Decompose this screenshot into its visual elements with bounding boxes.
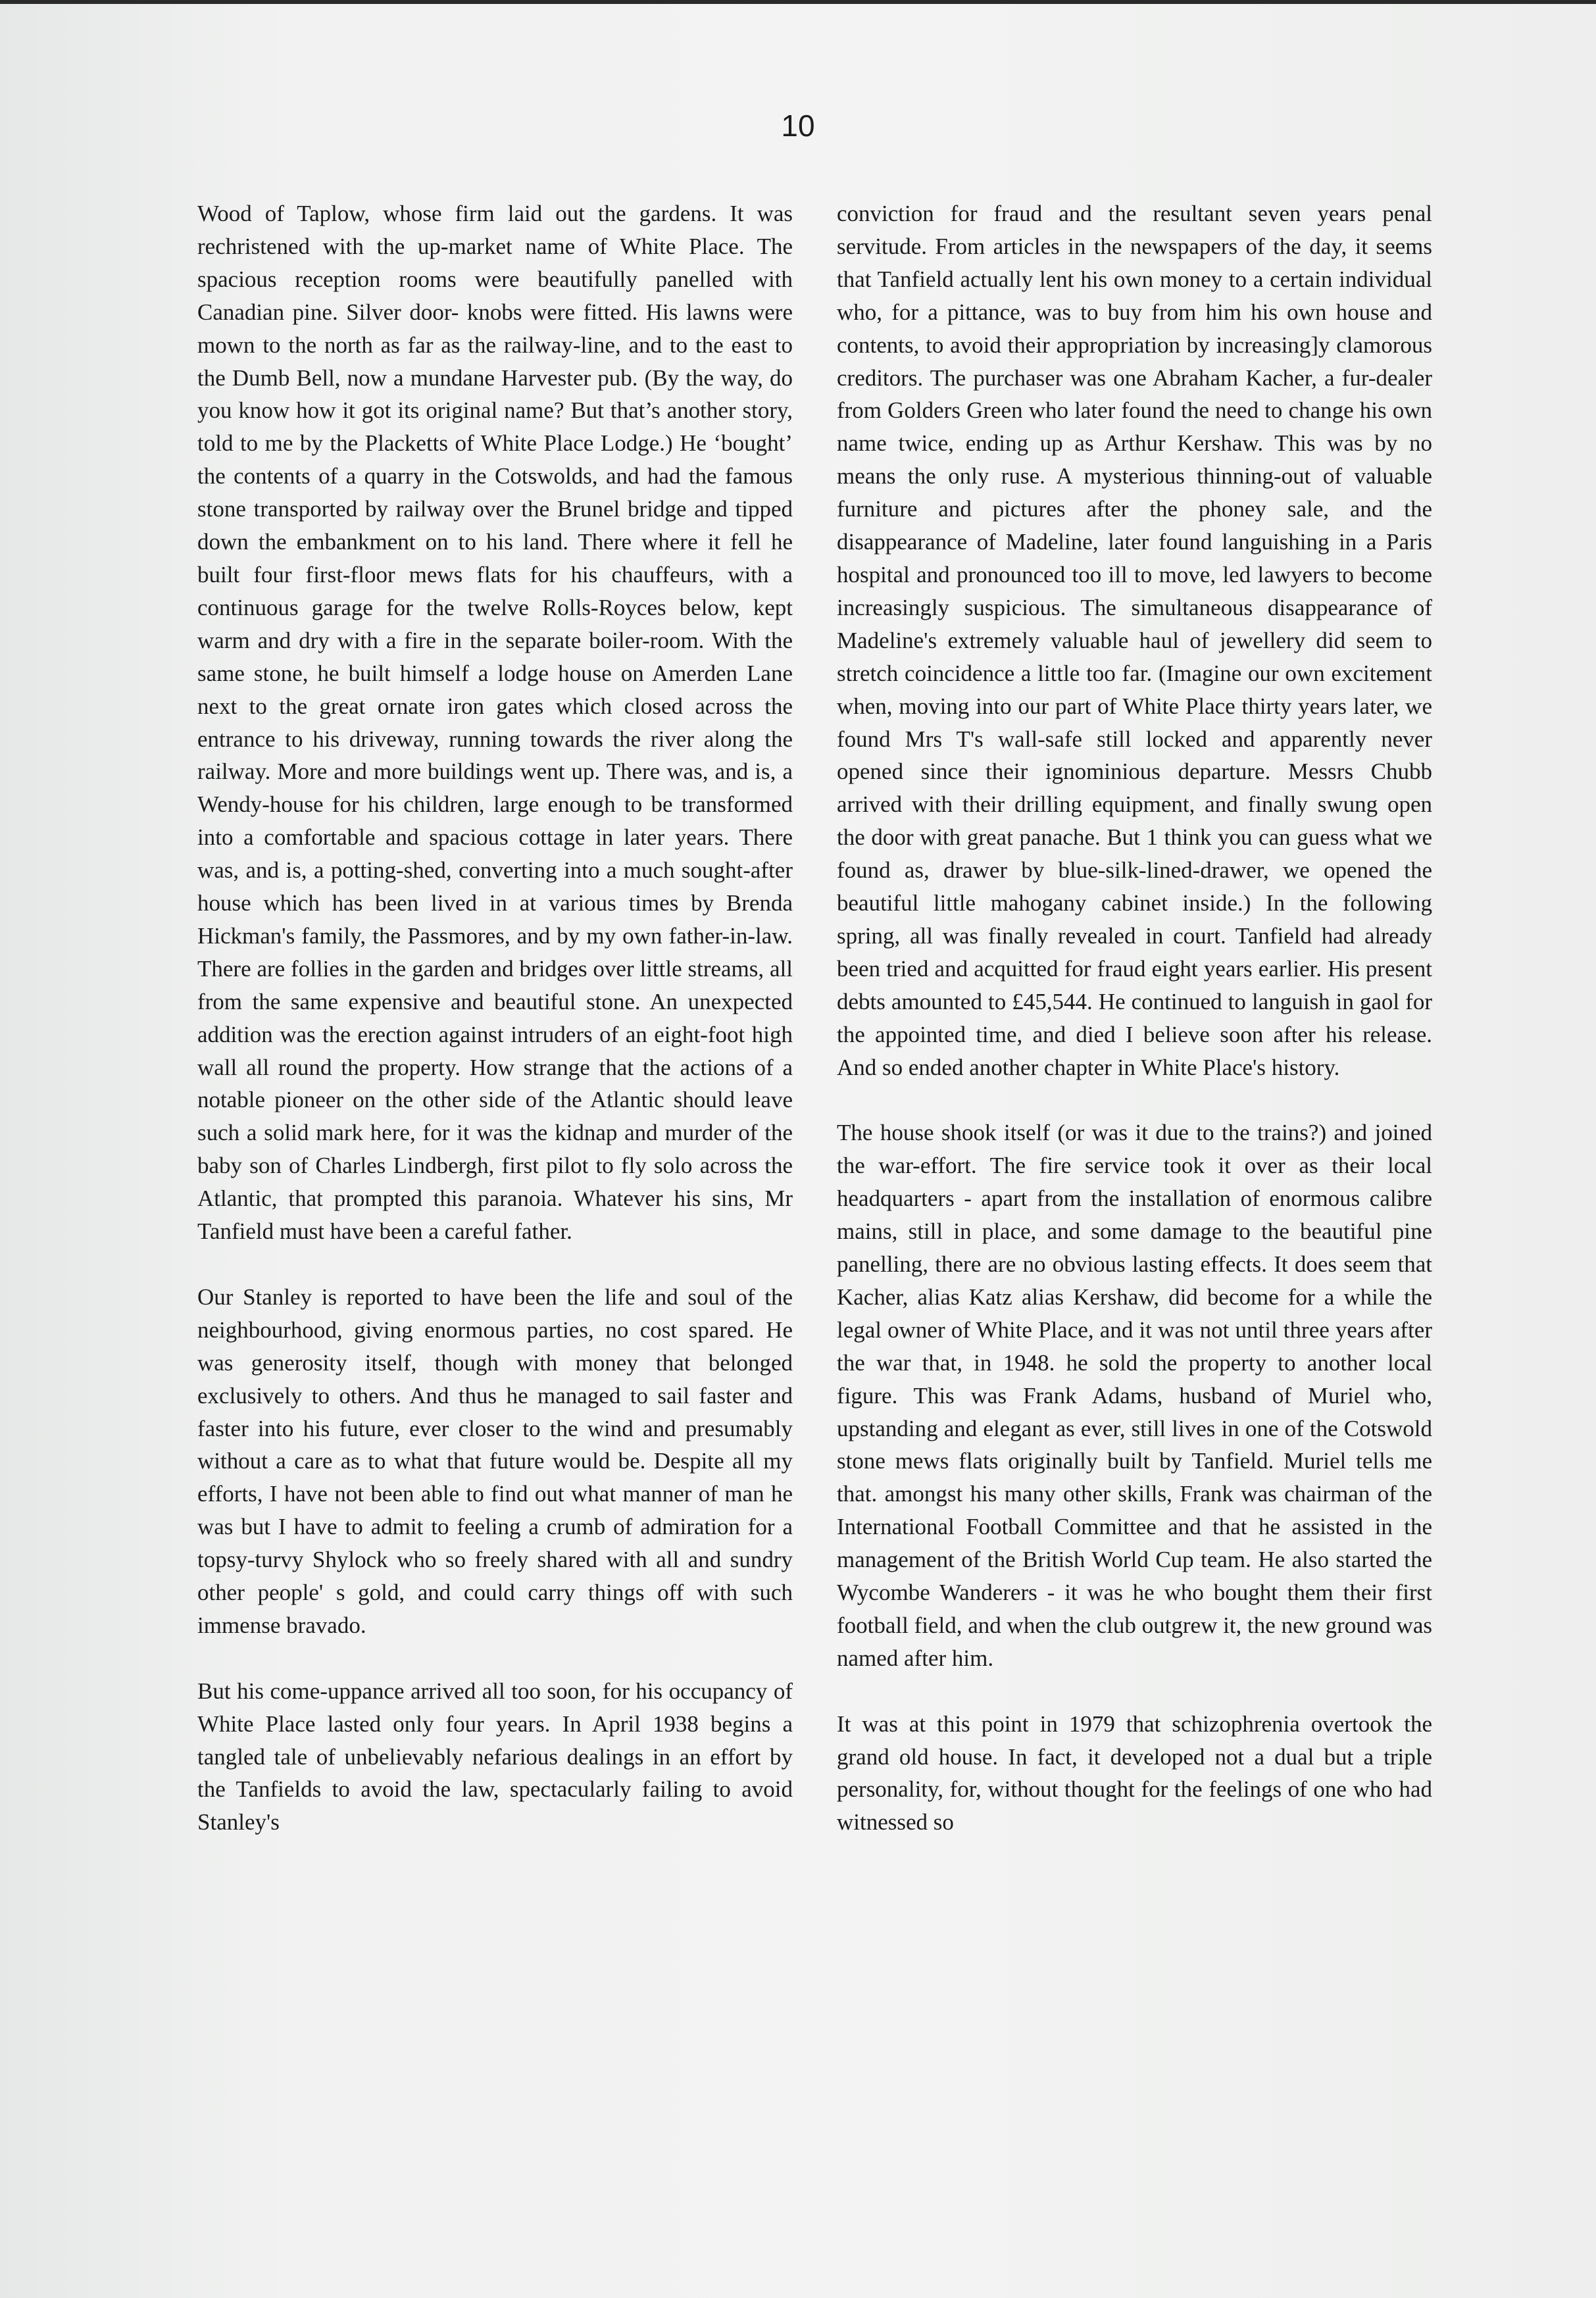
paragraph: conviction for fraud and the resultant seven years penal servitude. From articles in the newspapers of the day, it seems that Tanfield actually lent his own money to a certain individual who, for a pittance, was to buy from him his own house and contents, to avoid their appropriation by increasing]y clamorous creditors. The purchaser was one Abraham Kacher, a fur-dealer from Golders Green who later found the need to change his own name twice, ending up as Arthur Kershaw. This was by no means the only ruse. A mysterious thinning-out of valuable furniture and pictures after the phoney sale, and the disappearance of Madeline, later found languishing in a Paris hospital and pronounced too ill to move, led lawyers to become increasingly suspicious. The simultaneous disappearance of Madeline's extremely valuable haul of jewellery did seem to stretch coincidence a little too far. (Imagine our own excitement when, moving into our part of White Place thirty years later, we found Mrs T's wall-safe still locked and apparently never opened since their ignominious departure. Messrs Chubb arrived with their drilling equipment, and finally swung open the door with great panache. But 1 think you can guess what we found as, drawer by blue-silk-lined-drawer, we opened the beautiful little mahogany cabinet inside.) In the following spring, all was finally revealed in court. Tanfield had already been tried and acquitted for fraud eight years earlier. His present debts amounted to £45,544. He continued to languish in gaol for the appointed time, and died I believe soon after his release. And so ended another chapter in White Place's history.	[837, 201, 1432, 1080]
paragraph: Wood of Taplow, whose firm laid out the gardens. It was rechristened with the up-market name of White Place. The spacious reception rooms were beautifully panelled with Canadian pine. Silver door- knobs were fitted. His lawns were mown to the north as far as the railway-line, and to the east to the Dumb Bell, now a mundane Harvester pub. (By the way, do you know how it got its original name? But that’s another story, told to me by the Placketts of White Place Lodge.) He ‘bought’ the contents of a quarry in the Cotswolds, and had the famous stone transported by railway over the Brunel bridge and tipped down the embankment on to his land. There where it fell he built four first-floor mews flats for his chauffeurs, with a continuous garage for the twelve Rolls-Royces below, kept warm and dry with a fire in the separate boiler-room. With the same stone, he built himself a lodge house on Amerden Lane next to the great ornate iron gates which closed across the entrance to his driveway, running towards the river along the railway. More and more buildings went up. There was, and is, a Wendy-house for his children, large enough to be transformed into a comfortable and spacious cottage in later years. There was, and is, a potting-shed, converting into a much sought-after house which has been lived in at various times by Brenda Hickman's family, the Passmores, and by my own father-in-law. There are follies in the garden and bridges over little streams, all from the same expensive and beautiful stone. An unexpected addition was the erection against intruders of an eight-foot high wall all round the property. How strange that the actions of a notable pioneer on the other side of the Atlantic should leave such a solid mark here, for it was the kidnap and murder of the baby son of Charles Lindbergh, first pilot to fly solo across the Atlantic, that prompted this paranoia. Whatever his sins, Mr Tanfield must have been a careful father.	[197, 201, 793, 1245]
paragraph: The house shook itself (or was it due to the trains?) and joined the war-effort. The fire service took it over as their local headquarters - apart from the installation of enormous calibre mains, still in place, and some damage to the beautiful pine panelling, there are no obvious lasting effects. It does seem that Kacher, alias Katz alias Kershaw, did become for a while the legal owner of White Place, and it was not until three years after the war that, in 1948. he sold the property to another local figure. This was Frank Adams, husband of Muriel who, upstanding and elegant as ever, still lives in one of the Cotswold stone mews flats originally built by Tanfield. Muriel tells me that. amongst his many other skills, Frank was chairman of the International Football Committee and that he assisted in the management of the British World Cup team. He also started the Wycombe Wanderers - it was he who bought them their first football field, and when the club outgrew it, the new ground was named after him.	[837, 1120, 1432, 1671]
paragraph: It was at this point in 1979 that schizophrenia overtook the grand old house. In fact, it developed not a dual but a triple personality, for, without thought for the feelings of one who had witnessed so	[837, 1711, 1432, 1836]
page-number: 10	[781, 109, 815, 143]
right-column	[837, 197, 1432, 1839]
left-column	[197, 197, 793, 1839]
paragraph: But his come-uppance arrived all too soon, for his occupancy of White Place lasted only four years. In April 1938 begins a tangled tale of unbelievably nefarious dealings in an effort by the Tanfields to avoid the law, spectacularly failing to avoid Stanley's	[197, 1678, 793, 1836]
scan-top-edge	[0, 0, 1596, 4]
paragraph: Our Stanley is reported to have been the life and soul of the neighbourhood, giving enormous parties, no cost spared. He was generosity itself, though with money that belonged exclusively to others. And thus he managed to sail faster and faster into his future, ever closer to the wind and presumably without a care as to what that future would be. Despite all my efforts, I have not been able to find out what manner of man he was but I have to admit to feeling a crumb of admiration for a topsy-turvy Shylock who so freely shared with all and sundry other people' s gold, and could carry things off with such immense bravado.	[197, 1284, 793, 1638]
